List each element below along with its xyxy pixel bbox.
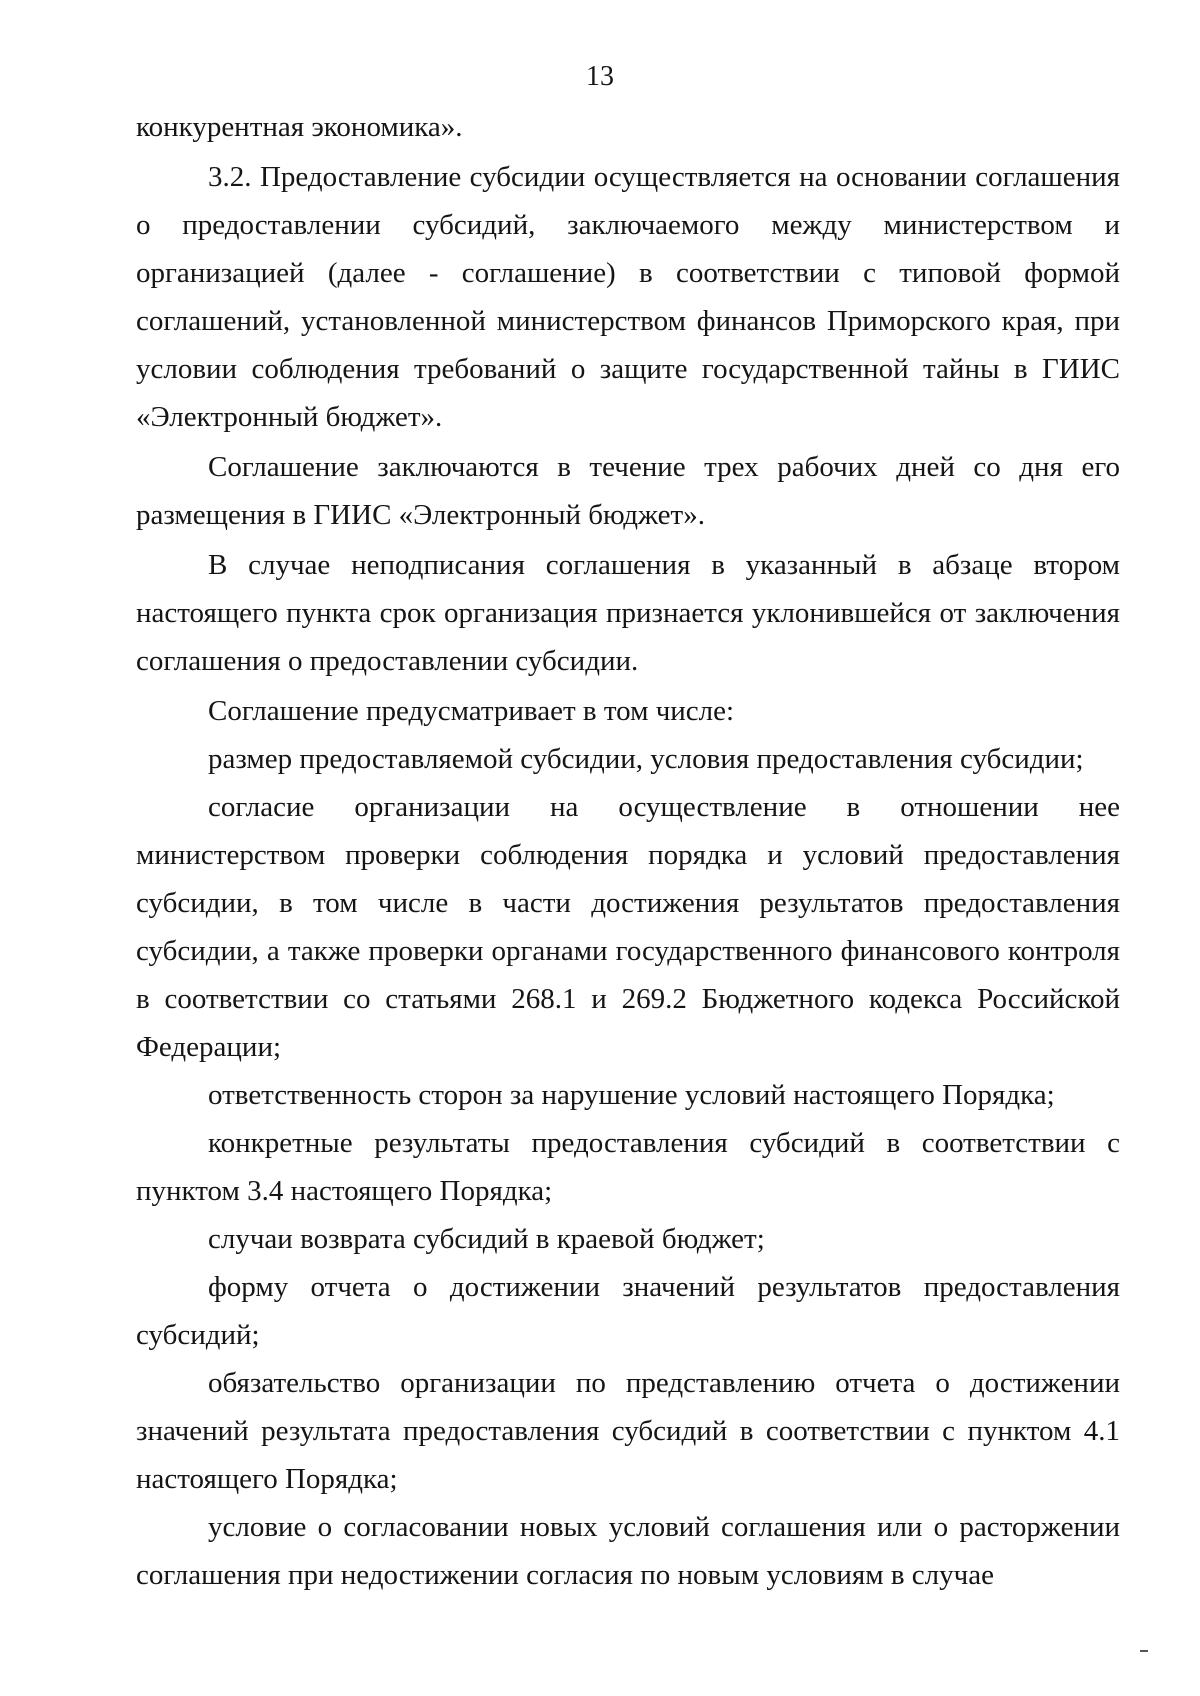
- list-item-specific-results: конкретные результаты предоставления субсидий в соответствии с пунктом 3.4 настоящего Порядка;: [136, 1127, 1120, 1207]
- list-item-subsidy-size: размер предоставляемой субсидии, условия предоставления субсидии;: [208, 743, 1084, 775]
- scan-mark: [1140, 1650, 1148, 1652]
- paragraph-continuation: конкурентная экономика».: [136, 111, 463, 143]
- list-item-responsibility: ответственность сторон за нарушение условий настоящего Порядка;: [208, 1079, 1055, 1111]
- document-body: [136, 103, 1120, 1599]
- paragraph-non-signing: В случае неподписания соглашения в указанный в абзаце втором настоящего пункта срок организация признается уклонившейся от заключения соглашения о предоставлении субсидии.: [136, 549, 1120, 677]
- list-item-refund-cases: случаи возврата субсидий в краевой бюджет;: [208, 1223, 765, 1255]
- list-item-report-obligation: обязательство организации по представлению отчета о достижении значений результата предоставления субсидий в соответствии с пунктом 4.1 настоящего Порядка;: [136, 1367, 1120, 1495]
- list-item-consent-inspection: согласие организации на осуществление в отношении нее министерством проверки соблюдения порядка и условий предоставления субсидии, в том числе в части достижения результатов предоставления субсидии, а также проверки органами государственного финансового контроля в соответствии со статьями 268.1 и 269.2 Бюджетного кодекса Российской Федерации;: [136, 791, 1120, 1063]
- paragraph-agreement-timing: Соглашение заключаются в течение трех рабочих дней со дня его размещения в ГИИС «Электронный бюджет».: [136, 451, 1120, 531]
- list-item-new-conditions: условие о согласовании новых условий соглашения или о расторжении соглашения при недостижении согласия по новым условиям в случае: [136, 1511, 1120, 1591]
- paragraph-clause-3-2: 3.2. Предоставление субсидии осуществляется на основании соглашения о предоставлении субсидий, заключаемого между министерством и организацией (далее - соглашение) в соответствии с типовой формой соглашений, установленной министерством финансов Приморского края, при условии соблюдения требований о защите государственной тайны в ГИИС «Электронный бюджет».: [136, 161, 1120, 433]
- paragraph-agreement-provides: Соглашение предусматривает в том числе:: [208, 695, 735, 727]
- list-item-report-form: форму отчета о достижении значений результатов предоставления субсидий;: [136, 1271, 1120, 1351]
- page-number: 13: [586, 61, 614, 92]
